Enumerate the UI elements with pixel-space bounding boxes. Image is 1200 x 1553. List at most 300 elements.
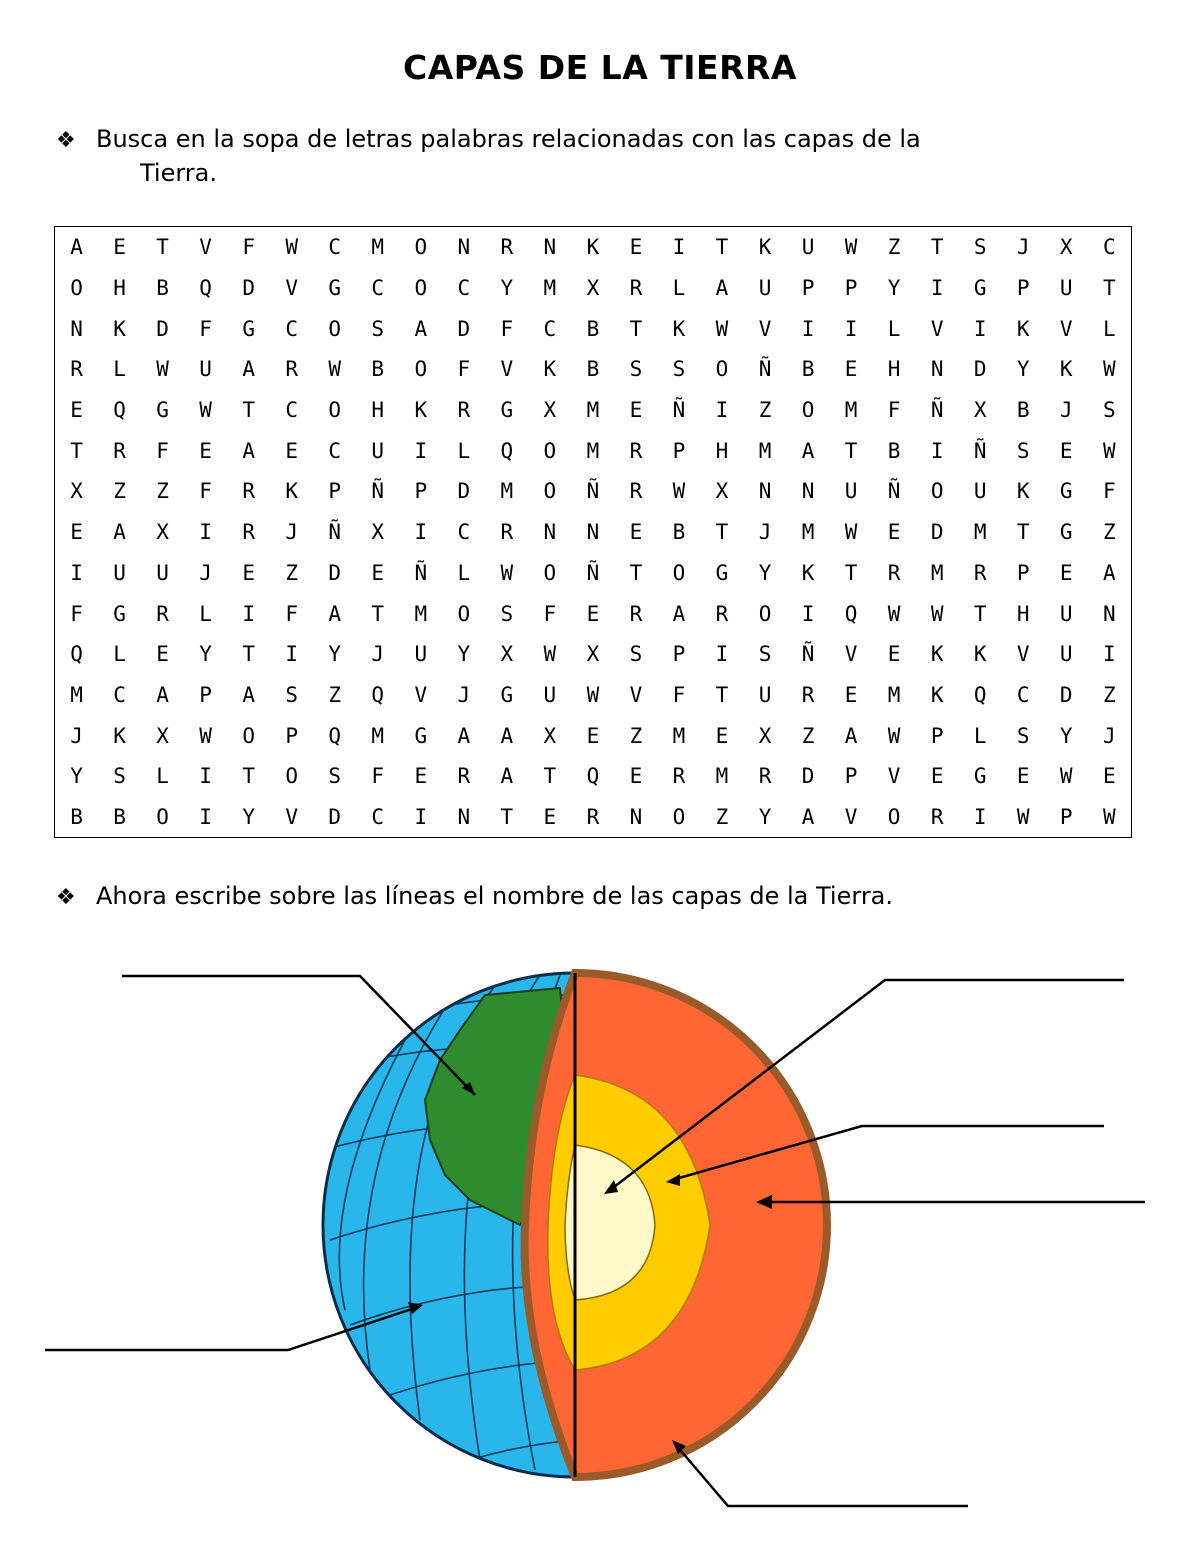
word-search-letter[interactable]: N xyxy=(70,316,83,341)
word-search-letter[interactable]: J xyxy=(1059,398,1073,423)
word-search-letter[interactable]: C xyxy=(457,520,471,545)
word-search-letter[interactable]: X xyxy=(70,479,83,504)
word-search-letter[interactable]: V xyxy=(887,764,901,789)
word-search-letter[interactable]: G xyxy=(500,398,514,423)
word-search-letter[interactable]: X xyxy=(973,398,987,423)
word-search-letter[interactable]: C xyxy=(328,235,342,260)
word-search-letter[interactable]: V xyxy=(199,235,212,260)
word-search-letter[interactable]: K xyxy=(414,398,428,423)
word-search-letter[interactable]: G xyxy=(715,560,729,585)
word-search-letter[interactable]: N xyxy=(457,804,471,829)
word-search-letter[interactable]: B xyxy=(371,357,385,382)
word-search-letter[interactable]: E xyxy=(1103,764,1116,789)
word-search-letter[interactable]: T xyxy=(715,235,729,260)
word-search-letter[interactable]: Z xyxy=(629,723,643,748)
word-search-letter[interactable]: Y xyxy=(758,804,772,829)
word-search-letter[interactable]: I xyxy=(973,804,987,829)
word-search-letter[interactable]: G xyxy=(328,276,342,301)
word-search-letter[interactable]: I xyxy=(414,520,428,545)
word-search-letter[interactable]: M xyxy=(586,438,600,463)
word-search-letter[interactable]: Z xyxy=(113,479,126,504)
word-search-letter[interactable]: P xyxy=(1016,560,1030,585)
word-search-letter[interactable]: H xyxy=(1016,601,1030,626)
word-search-letter[interactable]: K xyxy=(1016,316,1030,341)
word-search-letter[interactable]: S xyxy=(371,316,385,341)
word-search-letter[interactable]: P xyxy=(844,276,858,301)
word-search-letter[interactable]: W xyxy=(887,723,901,748)
word-search-letter[interactable]: Q xyxy=(844,601,858,626)
word-search-letter[interactable]: J xyxy=(1016,235,1030,260)
word-search-letter[interactable]: R xyxy=(629,438,643,463)
word-search-letter[interactable]: C xyxy=(1016,682,1030,707)
word-search-letter[interactable]: Z xyxy=(328,682,342,707)
word-search-letter[interactable]: Z xyxy=(758,398,772,423)
word-search-letter[interactable]: W xyxy=(199,723,212,748)
word-search-letter[interactable]: N xyxy=(543,235,557,260)
word-search-letter[interactable]: F xyxy=(457,357,471,382)
word-search-letter[interactable]: O xyxy=(672,804,686,829)
word-search-letter[interactable]: T xyxy=(629,316,643,341)
word-search-letter[interactable]: Q xyxy=(371,682,385,707)
word-search-letter[interactable]: R xyxy=(70,357,83,382)
word-search-letter[interactable]: Y xyxy=(887,276,901,301)
word-search-letter[interactable]: U xyxy=(113,560,126,585)
word-search-letter[interactable]: C xyxy=(285,398,298,423)
word-search-letter[interactable]: Ñ xyxy=(672,398,686,423)
word-search-letter[interactable]: U xyxy=(371,438,385,463)
word-search-letter[interactable]: B xyxy=(672,520,686,545)
word-search-letter[interactable]: E xyxy=(242,560,255,585)
word-search-letter[interactable]: W xyxy=(1103,357,1116,382)
word-search-letter[interactable]: O xyxy=(930,479,944,504)
word-search-letter[interactable]: W xyxy=(1016,804,1030,829)
word-search-letter[interactable]: Y xyxy=(1016,357,1030,382)
word-search-letter[interactable]: W xyxy=(543,642,557,667)
word-search-letter[interactable]: B xyxy=(801,357,815,382)
word-search-letter[interactable]: Ñ xyxy=(758,357,772,382)
word-search-letter[interactable]: H xyxy=(715,438,729,463)
word-search-letter[interactable]: G xyxy=(414,723,428,748)
word-search-letter[interactable]: E xyxy=(887,642,901,667)
word-search-letter[interactable]: B xyxy=(113,804,126,829)
word-search-letter[interactable]: U xyxy=(543,682,557,707)
word-search-letter[interactable]: K xyxy=(973,642,987,667)
word-search-letter[interactable]: C xyxy=(457,276,471,301)
word-search-letter[interactable]: I xyxy=(285,642,298,667)
word-search-letter[interactable]: Z xyxy=(801,723,815,748)
word-search-letter[interactable]: S xyxy=(973,235,987,260)
word-search-letter[interactable]: I xyxy=(715,642,729,667)
word-search-letter[interactable]: X xyxy=(715,479,729,504)
word-search-letter[interactable]: A xyxy=(70,235,83,260)
word-search-letter[interactable]: E xyxy=(629,398,643,423)
word-search-letter[interactable]: E xyxy=(285,438,298,463)
word-search-letter[interactable]: E xyxy=(844,682,858,707)
word-search-letter[interactable]: U xyxy=(973,479,987,504)
word-search-letter[interactable]: M xyxy=(371,235,385,260)
word-search-letter[interactable]: G xyxy=(500,682,514,707)
word-search-letter[interactable]: U xyxy=(1059,642,1073,667)
word-search-letter[interactable]: Q xyxy=(328,723,342,748)
word-search-letter[interactable]: A xyxy=(242,682,255,707)
word-search-letter[interactable]: R xyxy=(500,520,514,545)
word-search-letter[interactable]: J xyxy=(457,682,471,707)
word-search-letter[interactable]: A xyxy=(242,357,255,382)
word-search-letter[interactable]: Ñ xyxy=(930,398,944,423)
word-search-letter[interactable]: I xyxy=(70,560,83,585)
word-search-letter[interactable]: A xyxy=(113,520,126,545)
word-search-letter[interactable]: S xyxy=(629,642,643,667)
word-search-letter[interactable]: A xyxy=(844,723,858,748)
word-search-letter[interactable]: O xyxy=(414,357,428,382)
word-search-letter[interactable]: Y xyxy=(199,642,212,667)
word-search-letter[interactable]: D xyxy=(801,764,815,789)
word-search-letter[interactable]: Q xyxy=(70,642,83,667)
word-search-letter[interactable]: M xyxy=(500,479,514,504)
word-search-letter[interactable]: X xyxy=(156,520,169,545)
word-search-letter[interactable]: A xyxy=(328,601,342,626)
word-search-letter[interactable]: F xyxy=(70,601,83,626)
word-search-letter[interactable]: Ñ xyxy=(586,479,600,504)
word-search-letter[interactable]: Y xyxy=(328,642,342,667)
word-search-letter[interactable]: V xyxy=(1016,642,1030,667)
word-search-letter[interactable]: O xyxy=(543,479,557,504)
word-search-letter[interactable]: Z xyxy=(887,235,901,260)
word-search-letter[interactable]: A xyxy=(672,601,686,626)
word-search-letter[interactable]: Q xyxy=(113,398,126,423)
word-search-letter[interactable]: P xyxy=(1016,276,1030,301)
word-search-letter[interactable]: W xyxy=(887,601,901,626)
word-search-letter[interactable]: A xyxy=(457,723,471,748)
word-search-letter[interactable]: B xyxy=(586,357,600,382)
word-search-letter[interactable]: U xyxy=(758,276,772,301)
word-search-letter[interactable]: I xyxy=(672,235,686,260)
word-search-letter[interactable]: U xyxy=(844,479,858,504)
word-search-letter[interactable]: F xyxy=(500,316,514,341)
word-search-letter[interactable]: M xyxy=(543,276,557,301)
word-search-letter[interactable]: I xyxy=(414,804,428,829)
word-search-letter[interactable]: N xyxy=(586,520,600,545)
word-search-letter[interactable]: V xyxy=(844,804,858,829)
word-search-letter[interactable]: V xyxy=(930,316,944,341)
word-search-letter[interactable]: V xyxy=(758,316,772,341)
word-search-letter[interactable]: O xyxy=(543,560,557,585)
word-search-letter[interactable]: B xyxy=(70,804,83,829)
word-search-letter[interactable]: I xyxy=(844,316,858,341)
word-search-letter[interactable]: C xyxy=(371,276,385,301)
word-search-letter[interactable]: P xyxy=(672,438,686,463)
word-search-letter[interactable]: O xyxy=(457,601,471,626)
word-search-letter[interactable]: W xyxy=(844,235,858,260)
word-search-letter[interactable]: O xyxy=(285,764,298,789)
word-search-letter[interactable]: Y xyxy=(758,560,772,585)
word-search-letter[interactable]: X xyxy=(371,520,385,545)
word-search-letter[interactable]: T xyxy=(973,601,987,626)
word-search-letter[interactable]: Y xyxy=(457,642,471,667)
word-search-letter[interactable]: H xyxy=(113,276,126,301)
word-search-letter[interactable]: W xyxy=(199,398,212,423)
word-search-letter[interactable]: X xyxy=(500,642,514,667)
word-search-letter[interactable]: O xyxy=(328,398,342,423)
word-search-letter[interactable]: V xyxy=(629,682,643,707)
word-search-letter[interactable]: O xyxy=(414,235,428,260)
word-search-letter[interactable]: A xyxy=(500,764,514,789)
word-search-letter[interactable]: J xyxy=(199,560,212,585)
word-search-letter[interactable]: U xyxy=(414,642,428,667)
word-search-letter[interactable]: K xyxy=(930,682,944,707)
word-search-letter[interactable]: A xyxy=(500,723,514,748)
word-search-letter[interactable]: O xyxy=(715,357,729,382)
word-search-letter[interactable]: E xyxy=(199,438,212,463)
word-search-letter[interactable]: D xyxy=(242,276,255,301)
word-search-letter[interactable]: T xyxy=(715,682,729,707)
word-search-letter[interactable]: L xyxy=(199,601,212,626)
word-search-letter[interactable]: E xyxy=(844,357,858,382)
word-search-letter[interactable]: D xyxy=(1059,682,1073,707)
word-search-letter[interactable]: R xyxy=(930,804,944,829)
word-search-letter[interactable]: R xyxy=(715,601,729,626)
word-search-letter[interactable]: Z xyxy=(156,479,169,504)
word-search-letter[interactable]: I xyxy=(930,276,944,301)
word-search-letter[interactable]: K xyxy=(1059,357,1073,382)
word-search-letter[interactable]: F xyxy=(242,235,255,260)
word-search-letter[interactable]: J xyxy=(70,723,83,748)
word-search-letter[interactable]: Z xyxy=(1103,520,1116,545)
word-search-letter[interactable]: C xyxy=(543,316,557,341)
word-search-letter[interactable]: Ñ xyxy=(414,560,428,585)
word-search-letter[interactable]: R xyxy=(500,235,514,260)
word-search-letter[interactable]: I xyxy=(199,520,212,545)
word-search-letter[interactable]: K xyxy=(285,479,298,504)
word-search-letter[interactable]: R xyxy=(672,764,686,789)
word-search-letter[interactable]: E xyxy=(414,764,428,789)
word-search-letter[interactable]: S xyxy=(328,764,342,789)
word-search-letter[interactable]: G xyxy=(156,398,169,423)
word-search-letter[interactable]: M xyxy=(371,723,385,748)
word-search-letter[interactable]: M xyxy=(70,682,83,707)
word-search-letter[interactable]: L xyxy=(113,642,126,667)
word-search-letter[interactable]: R xyxy=(973,560,987,585)
word-search-letter[interactable]: C xyxy=(113,682,126,707)
word-search-letter[interactable]: W xyxy=(500,560,514,585)
word-search-letter[interactable]: E xyxy=(70,398,83,423)
word-search-letter[interactable]: T xyxy=(500,804,514,829)
word-search-letter[interactable]: O xyxy=(543,438,557,463)
word-search-letter[interactable]: E xyxy=(715,723,729,748)
word-search-letter[interactable]: T xyxy=(543,764,557,789)
word-search-letter[interactable]: R xyxy=(242,520,255,545)
word-search-letter[interactable]: O xyxy=(70,276,83,301)
word-search-letter[interactable]: M xyxy=(801,520,815,545)
word-search-letter[interactable]: D xyxy=(973,357,987,382)
word-search-letter[interactable]: U xyxy=(1059,276,1073,301)
word-search-letter[interactable]: R xyxy=(887,560,901,585)
word-search-letter[interactable]: P xyxy=(672,642,686,667)
word-search-letter[interactable]: A xyxy=(156,682,169,707)
word-search-letter[interactable]: E xyxy=(629,235,643,260)
word-search-letter[interactable]: M xyxy=(887,682,901,707)
word-search-letter[interactable]: Y xyxy=(1059,723,1073,748)
word-search-letter[interactable]: E xyxy=(629,764,643,789)
word-search-letter[interactable]: Q xyxy=(973,682,987,707)
word-search-letter[interactable]: Y xyxy=(70,764,83,789)
word-search-letter[interactable]: P xyxy=(328,479,342,504)
word-search-letter[interactable]: M xyxy=(715,764,729,789)
word-search-letter[interactable]: R xyxy=(586,804,600,829)
word-search-letter[interactable]: A xyxy=(1103,560,1116,585)
word-search-letter[interactable]: T xyxy=(844,438,858,463)
word-search-letter[interactable]: I xyxy=(199,804,212,829)
word-search-letter[interactable]: P xyxy=(1059,804,1073,829)
word-search-letter[interactable]: G xyxy=(242,316,255,341)
word-search-letter[interactable]: D xyxy=(328,804,342,829)
word-search-letter[interactable]: H xyxy=(371,398,385,423)
word-search-letter[interactable]: V xyxy=(285,804,298,829)
word-search-letter[interactable]: E xyxy=(629,520,643,545)
word-search-letter[interactable]: O xyxy=(801,398,815,423)
word-search-letter[interactable]: M xyxy=(758,438,772,463)
word-search-letter[interactable]: L xyxy=(672,276,686,301)
word-search-letter[interactable]: R xyxy=(285,357,298,382)
word-search-letter[interactable]: F xyxy=(156,438,169,463)
word-search-letter[interactable]: M xyxy=(586,398,600,423)
word-search-letter[interactable]: W xyxy=(715,316,729,341)
word-search-letter[interactable]: K xyxy=(758,235,772,260)
word-search-letter[interactable]: E xyxy=(156,642,169,667)
word-search-letter[interactable]: M xyxy=(414,601,428,626)
word-search-letter[interactable]: X xyxy=(586,276,600,301)
word-search-letter[interactable]: T xyxy=(844,560,858,585)
word-search-letter[interactable]: J xyxy=(758,520,772,545)
word-search-letter[interactable]: X xyxy=(156,723,169,748)
word-search-letter[interactable]: Y xyxy=(500,276,514,301)
word-search-letter[interactable]: T xyxy=(242,764,255,789)
word-search-letter[interactable]: U xyxy=(199,357,212,382)
word-search-letter[interactable]: T xyxy=(1016,520,1030,545)
word-search-letter[interactable]: C xyxy=(285,316,298,341)
word-search-letter[interactable]: T xyxy=(715,520,729,545)
word-search-letter[interactable]: J xyxy=(1103,723,1116,748)
word-search-letter[interactable]: D xyxy=(328,560,342,585)
word-search-letter[interactable]: S xyxy=(1016,723,1030,748)
word-search-letter[interactable]: E xyxy=(543,804,557,829)
word-search-letter[interactable]: A xyxy=(242,438,255,463)
word-search-letter[interactable]: O xyxy=(328,316,342,341)
word-search-letter[interactable]: M xyxy=(930,560,944,585)
word-search-letter[interactable]: S xyxy=(113,764,126,789)
word-search-letter[interactable]: W xyxy=(1103,438,1116,463)
word-search-letter[interactable]: C xyxy=(371,804,385,829)
word-search-letter[interactable]: R xyxy=(758,764,772,789)
word-search-letter[interactable]: O xyxy=(672,560,686,585)
word-search-letter[interactable]: W xyxy=(672,479,686,504)
word-search-letter[interactable]: F xyxy=(543,601,557,626)
word-search-letter[interactable]: L xyxy=(457,560,471,585)
word-search-letter[interactable]: W xyxy=(844,520,858,545)
word-search-letter[interactable]: F xyxy=(672,682,686,707)
word-search-letter[interactable]: I xyxy=(801,316,815,341)
word-search-letter[interactable]: V xyxy=(1059,316,1073,341)
word-search-letter[interactable]: D xyxy=(930,520,944,545)
word-search-letter[interactable]: L xyxy=(113,357,126,382)
word-search-letter[interactable]: E xyxy=(1059,560,1073,585)
word-search-letter[interactable]: K xyxy=(113,723,126,748)
word-search-letter[interactable]: I xyxy=(414,438,428,463)
word-search-letter[interactable]: R xyxy=(242,479,255,504)
word-search-letter[interactable]: Ñ xyxy=(371,479,385,504)
word-search-letter[interactable]: M xyxy=(672,723,686,748)
word-search-letter[interactable]: B xyxy=(156,276,169,301)
word-search-letter[interactable]: I xyxy=(199,764,212,789)
word-search-letter[interactable]: F xyxy=(371,764,385,789)
word-search-letter[interactable]: F xyxy=(1103,479,1116,504)
word-search-letter[interactable]: S xyxy=(629,357,643,382)
word-search-letter[interactable]: A xyxy=(801,438,815,463)
word-search-letter[interactable]: A xyxy=(715,276,729,301)
word-search-letter[interactable]: Ñ xyxy=(328,520,342,545)
word-search-letter[interactable]: G xyxy=(973,764,987,789)
word-search-letter[interactable]: V xyxy=(500,357,514,382)
word-search-letter[interactable]: I xyxy=(973,316,987,341)
word-search-letter[interactable]: Q xyxy=(586,764,600,789)
word-search-letter[interactable]: B xyxy=(586,316,600,341)
word-search-letter[interactable]: N xyxy=(457,235,471,260)
word-search-letter[interactable]: T xyxy=(156,235,169,260)
word-search-letter[interactable]: X xyxy=(543,723,557,748)
word-search-letter[interactable]: D xyxy=(156,316,169,341)
word-search-letter[interactable]: U xyxy=(156,560,169,585)
word-search-letter[interactable]: B xyxy=(1016,398,1030,423)
word-search-letter[interactable]: K xyxy=(1016,479,1030,504)
word-search-letter[interactable]: F xyxy=(199,316,212,341)
word-search-letter[interactable]: P xyxy=(844,764,858,789)
word-search-letter[interactable]: R xyxy=(801,682,815,707)
word-search-letter[interactable]: K xyxy=(586,235,600,260)
word-search-letter[interactable]: O xyxy=(887,804,901,829)
word-search-letter[interactable]: P xyxy=(285,723,298,748)
word-search-letter[interactable]: R xyxy=(629,479,643,504)
word-search-letter[interactable]: K xyxy=(672,316,686,341)
word-search-letter[interactable]: L xyxy=(1103,316,1116,341)
word-search-letter[interactable]: F xyxy=(887,398,901,423)
word-search-letter[interactable]: V xyxy=(844,642,858,667)
word-search-letter[interactable]: P xyxy=(199,682,212,707)
word-search-letter[interactable]: T xyxy=(70,438,83,463)
word-search-letter[interactable]: S xyxy=(285,682,298,707)
word-search-letter[interactable]: S xyxy=(500,601,514,626)
word-search-letter[interactable]: O xyxy=(758,601,772,626)
word-search-letter[interactable]: U xyxy=(1059,601,1073,626)
word-search-letter[interactable]: Q xyxy=(500,438,514,463)
word-search-letter[interactable]: M xyxy=(844,398,858,423)
word-search-letter[interactable]: Q xyxy=(199,276,212,301)
word-search-letter[interactable]: K xyxy=(801,560,815,585)
word-search-letter[interactable]: N xyxy=(543,520,557,545)
word-search-letter[interactable]: S xyxy=(1103,398,1116,423)
word-search-letter[interactable]: O xyxy=(414,276,428,301)
word-search-letter[interactable]: C xyxy=(328,438,342,463)
word-search-letter[interactable]: C xyxy=(1103,235,1116,260)
word-search-letter[interactable]: N xyxy=(930,357,944,382)
word-search-letter[interactable]: S xyxy=(758,642,772,667)
word-search-letter[interactable]: H xyxy=(887,357,901,382)
word-search-letter[interactable]: Ñ xyxy=(586,560,600,585)
word-search-letter[interactable]: W xyxy=(328,357,342,382)
word-search-letter[interactable]: G xyxy=(973,276,987,301)
word-search-letter[interactable]: Ñ xyxy=(887,479,901,504)
word-search-letter[interactable]: X xyxy=(543,398,557,423)
word-search-letter[interactable]: W xyxy=(156,357,169,382)
